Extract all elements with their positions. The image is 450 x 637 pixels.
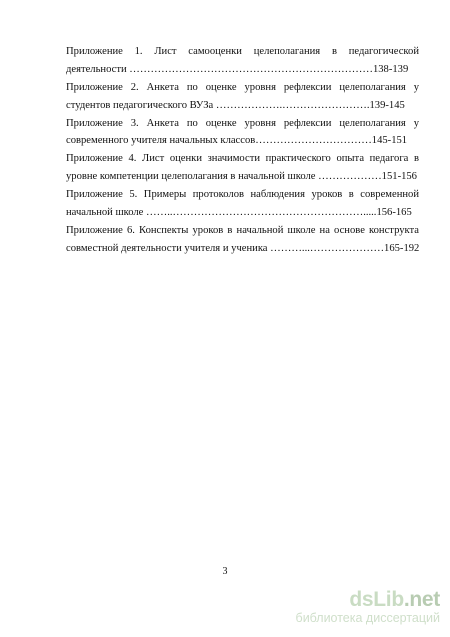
- entry-line: Приложение 3. Анкета по оценке уровня рефлексии целеполагания у: [66, 117, 419, 129]
- watermark-tagline: библиотека диссертаций: [295, 611, 440, 625]
- entry-line: студентов педагогического ВУЗа ……………….…………………….139-145: [66, 99, 405, 111]
- entry-line: начальной школе ……..……………………………………………….....156-165: [66, 207, 412, 219]
- entry-line: уровне компетенции целеполагания в начальной школе ………………151-156: [66, 171, 417, 183]
- entry-line: Приложение 4. Лист оценки значимости практического опыта педагога в: [66, 153, 419, 165]
- entry-line: Приложение 5. Примеры протоколов наблюдения уроков в современной: [66, 189, 419, 201]
- appendix-entry-1: [66, 43, 419, 79]
- page-number: 3: [222, 566, 228, 577]
- watermark: [245, 589, 440, 629]
- entry-line: деятельности ……………………………………………………………138-139: [66, 63, 409, 75]
- appendix-entry-6: [66, 222, 419, 258]
- appendix-entry-4: [66, 150, 419, 186]
- entry-line: совместной деятельности учителя и ученика ………...…………………165-192: [66, 242, 419, 254]
- entry-line: современного учителя начальных классов……………………………145-151: [66, 135, 408, 147]
- watermark-logo: [349, 589, 440, 611]
- entry-line: Приложение 2. Анкета по оценке уровня рефлексии целеполагания у: [66, 81, 419, 93]
- appendix-entry-5: [66, 186, 419, 222]
- watermark-logo-domain: .net: [403, 588, 440, 611]
- watermark-logo-name: dsLib: [349, 588, 404, 611]
- appendix-list: [66, 43, 419, 258]
- entry-line: Приложение 1. Лист самооценки целеполагания в педагогической: [66, 46, 419, 57]
- appendix-entry-2: [66, 79, 419, 115]
- appendix-entry-3: [66, 115, 419, 151]
- entry-line: Приложение 6. Конспекты уроков в начальной школе на основе конструкта: [66, 224, 419, 236]
